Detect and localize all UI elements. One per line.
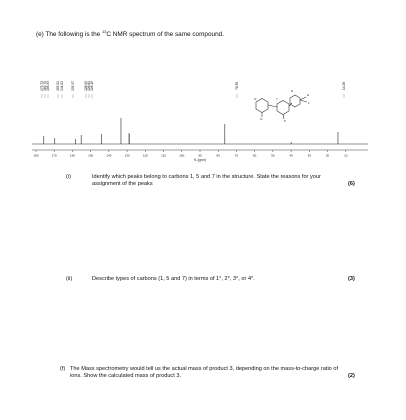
- axis-tick-label: 90: [198, 153, 202, 158]
- axis-tick-label: 110: [161, 153, 166, 158]
- question-text: The Mass spectrometry would tell us the actual mass of product 3, depending on the mass-to-charge ratio of ions. Show the calculated mass of product 3.: [70, 366, 339, 380]
- axis-tick-label: 80: [216, 153, 220, 158]
- question-marks: (6): [348, 181, 355, 187]
- svg-text:5: 5: [284, 119, 286, 123]
- question-text: Describe types of carbons (1, 5 and 7) in terms of 1°, 2°, 3°, or 4°.: [92, 276, 255, 282]
- axis-tick-label: 60: [252, 153, 257, 158]
- peak-label: 133.37: [71, 81, 75, 91]
- axis-tick-label: 30: [307, 153, 312, 158]
- peak-label: 128.81: [87, 81, 91, 91]
- axis-tick-label: 10: [344, 153, 348, 158]
- ppm-axis-unit: f1 (ppm): [194, 158, 206, 162]
- question-marks: (2): [348, 373, 355, 379]
- peak-label: 76.38: [235, 82, 239, 90]
- axis-tick-label: 70: [234, 153, 239, 158]
- axis-tick-label: 100: [179, 153, 185, 158]
- question-text: Identify which peaks belong to carbons 1, 5 and 7 in the structure. State the reasons for your assignment of the peaks: [92, 174, 321, 188]
- svg-text:N: N: [291, 89, 294, 93]
- svg-text:7: 7: [276, 97, 278, 101]
- axis-tick-label: 40: [289, 153, 293, 158]
- peak-label: 144.02: [60, 81, 64, 91]
- peak-label: 169.70: [43, 81, 47, 91]
- peak-label: 128.15: [90, 81, 94, 91]
- svg-text:O: O: [254, 97, 257, 101]
- spectrum-peaks: [44, 118, 338, 144]
- axis-tick-label: 160: [69, 153, 75, 158]
- heading-superscript: 13: [101, 28, 107, 34]
- nmr-spectrum: [28, 60, 370, 178]
- ppm-axis-ticks: [33, 150, 347, 158]
- section-e-heading: [36, 28, 224, 38]
- structure-atom-labels: [254, 89, 310, 123]
- peak-label: 155.21: [56, 81, 60, 91]
- svg-text:H: H: [307, 93, 310, 97]
- question-number: (i): [66, 174, 71, 180]
- chemical-structure: [256, 93, 310, 119]
- peak-label-group: [40, 81, 346, 98]
- axis-tick-label: 20: [325, 153, 330, 158]
- peak-label: 128.95: [84, 81, 88, 91]
- axis-tick-label: 50: [271, 153, 275, 158]
- heading-prefix: (e) The following is the: [36, 31, 102, 38]
- axis-tick-label: 150: [88, 153, 94, 158]
- axis-tick-label: 130: [124, 153, 130, 158]
- question-marks: (3): [348, 276, 355, 282]
- peak-label: 175.73: [40, 81, 44, 91]
- heading-suffix: C NMR spectrum of the same compound.: [106, 31, 224, 38]
- peak-label: 158.33: [46, 81, 50, 91]
- svg-text:O: O: [260, 117, 263, 121]
- question-number: (f): [60, 366, 66, 372]
- axis-tick-label: 120: [142, 153, 148, 158]
- peak-label: 14.28: [342, 82, 346, 90]
- axis-tick-label: 170: [51, 153, 57, 158]
- axis-tick-label: 140: [106, 153, 112, 158]
- question-number: (ii): [66, 276, 73, 282]
- svg-text:1: 1: [308, 101, 310, 105]
- axis-tick-label: 180: [33, 153, 39, 158]
